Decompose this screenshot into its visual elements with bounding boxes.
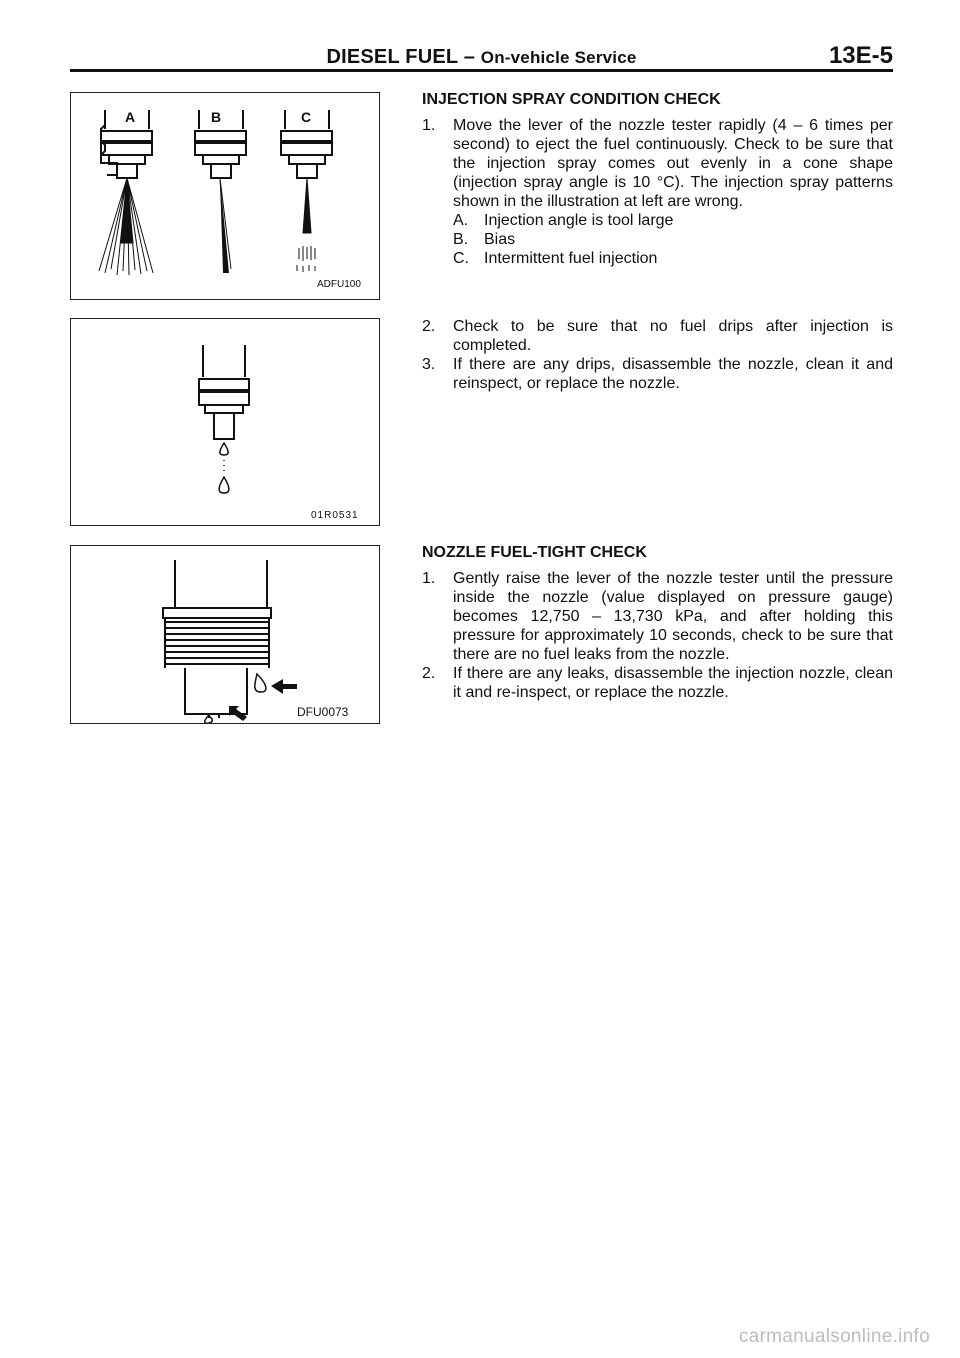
label-b: B (211, 109, 222, 125)
sub-item (453, 211, 893, 230)
label-a: A (125, 109, 136, 125)
sub-item-letter: A. (453, 212, 469, 229)
sub-item-text: Bias (484, 231, 516, 248)
leak-figure (70, 545, 380, 724)
step-number: 2. (422, 318, 436, 335)
step-item (422, 355, 893, 393)
step-text: If there are any drips, disassemble the nozzle, clean it and reinspect, or replace the nozzle. (453, 356, 893, 392)
sub-item-letter: B. (453, 231, 469, 248)
step-item (422, 664, 893, 702)
page-number: 13E-5 (828, 42, 893, 69)
section-title: INJECTION SPRAY CONDITION CHECK (422, 91, 721, 108)
sub-list (422, 211, 893, 268)
sub-item (453, 249, 893, 268)
sub-item (453, 230, 893, 249)
sub-item-text: Injection angle is tool large (484, 212, 674, 229)
page-header (70, 42, 893, 70)
figure-code: 01R0531 (311, 510, 359, 521)
header-rule (70, 69, 893, 72)
step-text: Move the lever of the nozzle tester rapidly (4 – 6 times per second) to eject the fuel continuously. Check to be sure that the injection spray comes out evenly in a cone shape (injection spray angle is 10 °C). The injection spray patterns shown in the illustration at left are wrong. (453, 117, 893, 210)
drop-icon (219, 443, 229, 493)
leak-illustration (71, 546, 379, 723)
nozzle (199, 345, 249, 439)
watermark: carmanualsonline.info (738, 1326, 930, 1347)
page-title (70, 46, 893, 69)
title-sub: On-vehicle Service (480, 48, 637, 67)
sub-item-text: Intermittent fuel injection (484, 250, 658, 267)
drip-illustration (71, 319, 379, 525)
drip-figure (70, 318, 380, 526)
step-number: 2. (422, 665, 436, 682)
arrow-icon (229, 679, 297, 721)
spray-pattern-figure (70, 92, 380, 300)
spray-wide (99, 178, 153, 275)
step-text: If there are any leaks, disassemble the injection nozzle, clean it and re-inspect, or replace the nozzle. (453, 665, 893, 701)
section-title: NOZZLE FUEL-TIGHT CHECK (422, 544, 647, 561)
step-number: 3. (422, 356, 436, 373)
spray-intermittent (297, 178, 315, 272)
step-text: Gently raise the lever of the nozzle tester until the pressure inside the nozzle (value displayed on pressure gauge) becomes 12,750 – 13,730 kPa, and after holding this pressure for approximately 10 seconds, check to be sure that there are no fuel leaks from the nozzle. (453, 570, 893, 663)
step-number: 1. (422, 570, 436, 587)
spray-check-section (422, 90, 893, 268)
fuel-tight-section (422, 543, 893, 702)
title-main: DIESEL FUEL – (326, 46, 481, 68)
figure-code: DFU0073 (297, 705, 349, 719)
figure-code: ADFU100 (317, 279, 361, 290)
step-text: Check to be sure that no fuel drips after injection is completed. (453, 318, 893, 354)
spray-bias (220, 178, 231, 273)
step-number: 1. (422, 117, 436, 134)
step-item (422, 317, 893, 355)
leak-drop-icon (205, 674, 266, 723)
nozzle-body (163, 560, 271, 718)
drip-check-section (422, 317, 893, 393)
step-item (422, 569, 893, 664)
spray-pattern-illustration (71, 93, 379, 299)
sub-item-letter: C. (453, 250, 469, 267)
label-c: C (301, 109, 312, 125)
step-item (422, 116, 893, 211)
